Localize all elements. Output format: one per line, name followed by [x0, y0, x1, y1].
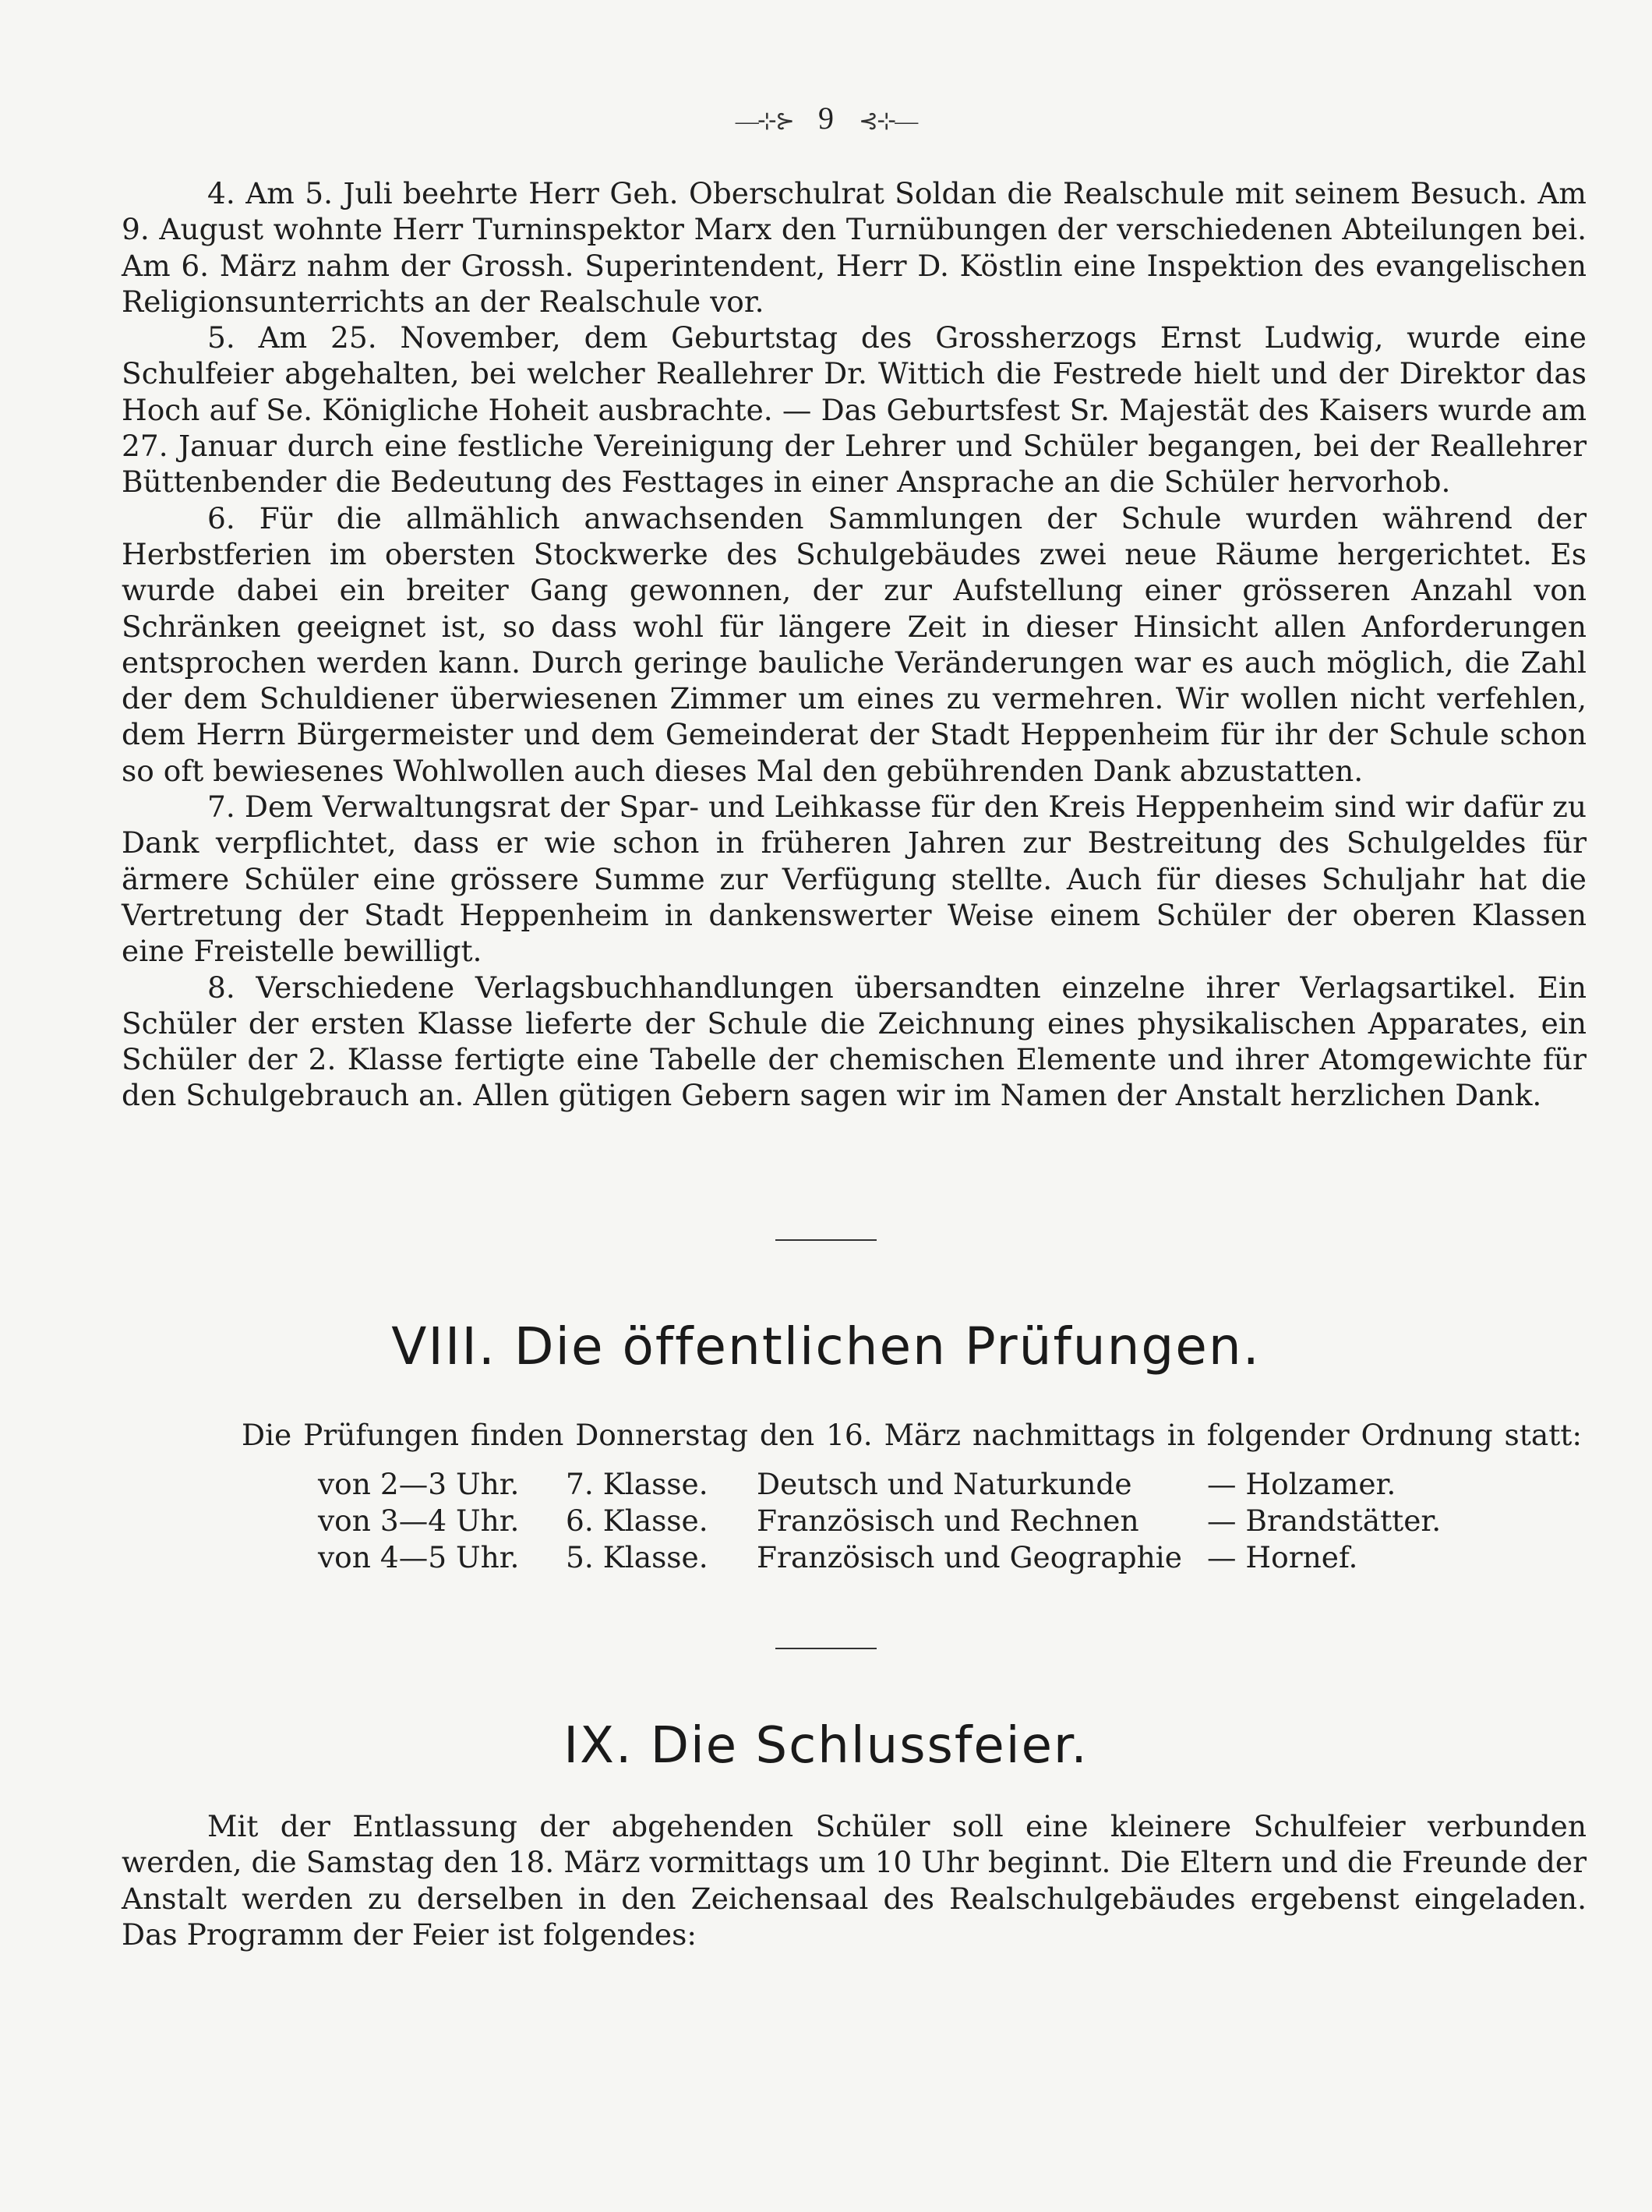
table-row	[318, 1467, 1441, 1504]
paragraph-item-5: 5. Am 25. November, dem Geburtstag des Grossherzogs Ernst Ludwig, wurde eine Schulfeier abgehalten, bei welcher Reallehrer Dr. Wittich die Festrede hielt und der Direktor das Hoch auf Se. Königliche Hoheit ausbrachte. — Das Geburtsfest Sr. Majestät des Kaisers wurde am 27. Januar durch eine festliche Vereinigung der Lehrer und Schüler begangen, bei der Reallehrer Büttenbender die Bedeutung des Festtages in einer Ansprache an die Schüler hervorhob.	[122, 320, 1587, 500]
exam-intro: Die Prüfungen finden Donnerstag den 16. März nachmittags in folgender Ordnung statt:	[242, 1418, 1582, 1452]
paragraph-item-6: 6. Für die allmählich anwachsenden Sammlungen der Schule wurden während der Herbstferien im obersten Stockwerke des Schulgebäudes zwei neue Räume hergerichtet. Es wurde dabei ein breiter Gang gewonnen, der zur Aufstellung einer grösseren Anzahl von Schränken geeignet ist, so dass wohl für längere Zeit in dieser Hinsicht allen Anforderungen entsprochen werden kann. Durch geringe bauliche Veränderungen war es auch möglich, die Zahl der dem Schuldiener überwiesenen Zimmer um eines zu vermehren. Wir wollen nicht verfehlen, dem Herrn Bürgermeister und dem Gemeinderat der Stadt Heppenheim für ihr der Schule schon so oft bewiesenes Wohlwollen auch dieses Mal den gebührenden Dank abzustatten.	[122, 500, 1587, 788]
page-header	[0, 100, 1652, 136]
exam-class: 5. Klasse.	[566, 1540, 708, 1574]
paragraph-item-7: 7. Dem Verwaltungsrat der Spar- und Leihkasse für den Kreis Heppenheim sind wir dafür zu Dank verpflichtet, dass er wie schon in früheren Jahren zur Bestreitung des Schulgeldes für ärmere Schüler eine grössere Summe zur Verfügung stellte. Auch für dieses Schuljahr hat die Vertretung der Stadt Heppenheim in dankenswerter Weise einem Schüler der oberen Klassen eine Freistelle bewilligt.	[122, 790, 1587, 969]
exam-subject: Französisch und Rechnen	[757, 1504, 1139, 1538]
exam-teacher: — Hornef.	[1207, 1540, 1358, 1574]
chronicle-items	[122, 175, 1587, 1114]
exam-subject: Deutsch und Naturkunde	[757, 1467, 1132, 1501]
closing-ceremony-text	[122, 1808, 1587, 1952]
exam-schedule-table	[318, 1467, 1441, 1577]
page-number: 9	[818, 101, 834, 136]
exam-time: von 2—3 Uhr.	[318, 1467, 520, 1501]
exam-teacher: — Holzamer.	[1207, 1467, 1396, 1501]
paragraph-item-8: 8. Verschiedene Verlagsbuchhandlungen übersandten einzelne ihrer Verlagsartikel. Ein Schüler der ersten Klasse lieferte der Schule die Zeichnung eines physikalischen Apparates, ein Schüler der 2. Klasse fertigte eine Tabelle der chemischen Elemente und ihrer Atomgewichte für den Schulgebrauch an. Allen gütigen Gebern sagen wir im Namen der Anstalt herzlichen Dank.	[122, 970, 1587, 1113]
exam-time: von 4—5 Uhr.	[318, 1540, 520, 1574]
paragraph-item-4: 4. Am 5. Juli beehrte Herr Geh. Oberschulrat Soldan die Realschule mit seinem Besuch. Am 9. August wohnte Herr Turninspektor Marx den Turnübungen der verschiedenen Abteilungen bei. Am 6. März nahm der Grossh. Superintendent, Herr D. Köstlin eine Inspektion des evangelischen Religionsunterrichts an der Realschule vor.	[122, 176, 1587, 319]
section-divider	[775, 1648, 877, 1649]
section-viii-title: VIII. Die öffentlichen Prüfungen.	[391, 1316, 1261, 1376]
section-divider	[775, 1239, 877, 1241]
exam-class: 6. Klasse.	[566, 1504, 708, 1538]
exam-subject: Französisch und Geographie	[757, 1540, 1182, 1574]
section-ix-title: IX. Die Schlussfeier.	[563, 1717, 1089, 1775]
table-row	[318, 1504, 1441, 1540]
ceremony-paragraph: Mit der Entlassung der abgehenden Schüler soll eine kleinere Schulfeier verbunden werden, die Samstag den 18. März vormittags um 10 Uhr beginnt. Die Eltern und die Freunde der Anstalt werden zu derselben in den Zeichensaal des Realschulgebäudes ergebenst eingeladen. Das Programm der Feier ist folgendes:	[122, 1809, 1587, 1952]
exam-class: 7. Klasse.	[566, 1467, 708, 1501]
exam-time: von 3—4 Uhr.	[318, 1504, 520, 1538]
table-row	[318, 1540, 1441, 1577]
exam-teacher: — Brandstätter.	[1207, 1504, 1442, 1538]
left-ornament: —⊹⊱	[735, 108, 793, 135]
right-ornament: ⊰⊹—	[859, 108, 917, 135]
